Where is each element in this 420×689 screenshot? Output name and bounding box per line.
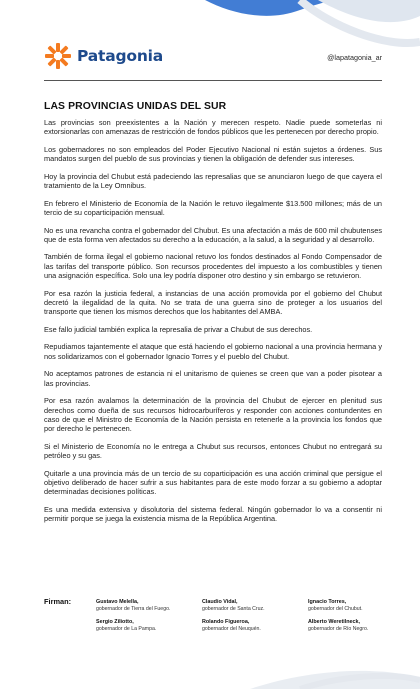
signatory: [96, 619, 196, 633]
paragraph: Los gobernadores no son empleados del Poder Ejecutivo Nacional ni están sujetos a órdenes. Sus mandatos surgen del pueblo de sus provincias y tienen la obligación de defender sus intereses.: [44, 144, 382, 164]
patagonia-star-logo-icon: [44, 42, 72, 70]
signatory-name: Gustavo Melella,: [96, 599, 139, 605]
signatory-name: Sergio Ziliotto,: [96, 619, 134, 625]
signatory: [202, 599, 302, 613]
header-divider: [44, 80, 382, 81]
signatures-label: Firman:: [44, 597, 72, 606]
signatory: [96, 599, 196, 613]
signatory-name: Rolando Figueroa,: [202, 619, 250, 625]
paragraph: Quitarle a una provincia más de un tercio de su coparticipación es una acción criminal que persigue el objetivo deliberado de hacer sufrir a sus habitantes para de este modo forzar a su gobierno a adoptar determinadas decisiones políticas.: [44, 468, 382, 497]
paragraph: Repudiamos tajantemente el ataque que está haciendo el gobierno nacional a una provincia hermana y nos solidarizamos con el gobernador Ignacio Torres y el pueblo del Chubut.: [44, 342, 382, 361]
paragraph: Hoy la provincia del Chubut está padeciendo las represalias que se anunciaron luego de que cayera el tratamiento de la Ley Omnibus.: [44, 171, 382, 191]
signatory-role: gobernador de Tierra del Fuego.: [96, 606, 171, 612]
paragraph: No es una revancha contra el gobernador del Chubut. Es una afectación a más de 600 mil chubutenses que de esta forma ven afectados su derecho a la educación, a la salud, a la seguridad y al desarrollo.: [44, 225, 382, 244]
paragraph: Si el Ministerio de Economía no le entrega a Chubut sus recursos, entonces Chubut no entregará su petróleo y su gas.: [44, 441, 382, 460]
signatory-name: Claudio Vidal,: [202, 599, 238, 605]
paragraph: Por esa razón la justicia federal, a instancias de una acción promovida por el gobierno del Chubut decretó la ilegalidad de la quita. No se trata de una guerra sino de proteger a los usuarios del transporte que tienen los mismos derechos que los habitantes del AMBA.: [44, 288, 382, 317]
signatory-role: gobernador de Río Negro.: [308, 626, 369, 632]
paragraph: Ese fallo judicial también explica la represalia de privar a Chubut de sus derechos.: [44, 324, 313, 334]
paragraph: Por esa razón avalamos la determinación de la provincia del Chubut de ejercer en plenitud sus derechos como dueña de sus recursos hidrocarburíferos y responder con acciones contundentes en caso de que el Ministro de Economía de la Nación persista en retenerle a la provincia los fondos que por derecho le pertenecen.: [44, 396, 382, 434]
signatory-name: Alberto Weretilneck,: [308, 619, 361, 625]
signatory-name: Ignacio Torres,: [308, 599, 347, 605]
document-body: [44, 118, 382, 532]
brand-logo: [44, 42, 163, 70]
signatory-role: gobernador de La Pampa.: [96, 626, 157, 632]
paragraph: Las provincias son preexistentes a la Nación y merecen respeto. Nadie puede someterlas ni extorsionarlas con amenazas de restricción de fondos públicos que les pertenecen por derecho propio.: [44, 118, 382, 137]
paragraph: Es una medida extensiva y disolutoria del sistema federal. Ningún gobernador lo va a consentir ni permitir porque se juega la existencia misma de la República Argentina.: [44, 504, 382, 524]
document-title: LAS PROVINCIAS UNIDAS DEL SUR: [44, 100, 227, 112]
paragraph: También de forma ilegal el gobierno nacional retuvo los fondos destinados al Fondo Compensador de las tarifas del transporte público. Son recursos procedentes del impuesto a los combustibles y tienen una asignación específica. Solo una ley podría disponer otro destino y sin embargo se retuvieron.: [44, 252, 382, 281]
signatory: [202, 619, 302, 633]
signatory-role: gobernador del Chubut.: [308, 606, 363, 612]
letterhead: [44, 42, 382, 72]
signatory-role: gobernador del Neuquén.: [202, 626, 261, 632]
paragraph: En febrero el Ministerio de Economía de la Nación le retuvo ilegalmente $13.500 millones; más de un tercio de su coparticipación mensual.: [44, 198, 382, 217]
signatory: [308, 599, 408, 613]
signatory-role: gobernador de Santa Cruz.: [202, 606, 265, 612]
brand-name: Patagonia: [77, 47, 164, 65]
signatory: [308, 619, 408, 633]
paragraph: No aceptamos patrones de estancia ni el unitarismo de quienes se creen que van a poder pisotear a las provincias.: [44, 369, 382, 388]
social-handle: @lapatagonia_ar: [327, 53, 382, 62]
